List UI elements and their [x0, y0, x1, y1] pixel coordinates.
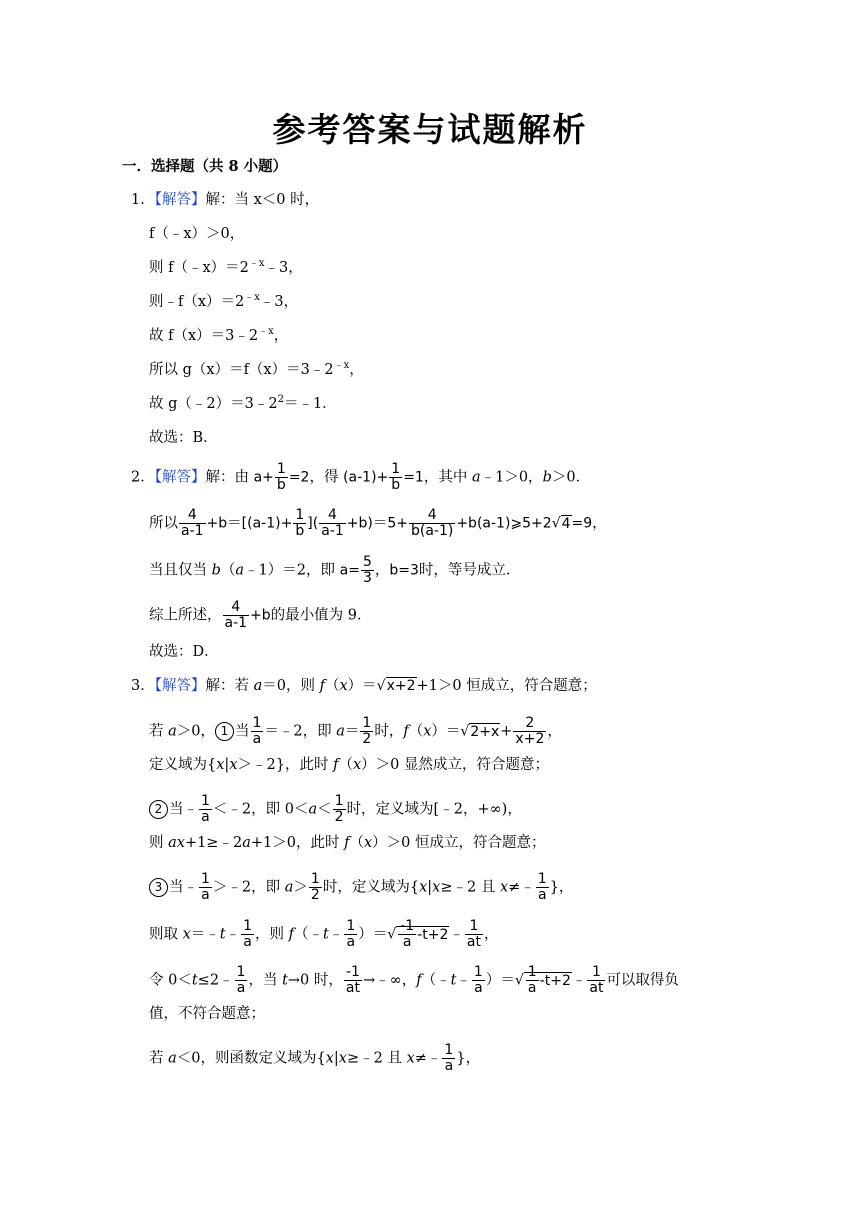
- q1-line-7: 故 $g(﹣2)=3﹣2^2=﹣1$．: [149, 394, 337, 412]
- q1-line-1: 1．【解答】解：当 x＜0 时，: [131, 192, 320, 208]
- q2-line-5: 故选：D．: [149, 644, 219, 660]
- q3-line-2: 若 a＞0， 1 当 $\frac{1}{a}$ ＝﹣2，即 a＝ $\frac{1}{2}$ 时，f（x）＝√2+x+ $\frac{2}{x+2}$ ，: [149, 715, 562, 747]
- q3-line-9: 值，不符合题意；: [149, 1006, 265, 1022]
- q1-line-3: 则 $f(﹣x)=2^{﹣x}﹣3$，: [149, 258, 303, 276]
- q3-line-10: 若 a＜0，则函数定义域为{x|x≥﹣2 且 x≠﹣ $\frac{1}{a}$ }，: [149, 1042, 481, 1074]
- q2-line-4: 综上所述， $\frac{4}{a-1}$ +b的最小值为 9．: [149, 599, 372, 631]
- q3-line-3: 定义域为{x|x＞﹣2}，此时 f（x）＞0 显然成立，符合题意；: [149, 757, 549, 773]
- q1-line-2: f（﹣x）＞0，: [149, 226, 245, 242]
- q3-line-5: 则 ax+1≥﹣2a+1＞0，此时 f（x）＞0 恒成立，符合题意；: [149, 835, 546, 851]
- q2-line-2: 所以 $\frac{4}{a-1}$ +b＝[(a-1)+ $\frac{1}{b}$ ]( $\frac{4}{a-1}$ +b)＝5+ $\frac{4}{b(a-1)}$ +b(a-1)⩾5+2√4=9，: [149, 507, 607, 539]
- q2-line-1: 2．【解答】解：由 a+ $\frac{1}{b}$ =2，得 (a-1)+ $\frac{1}{b}$ =1，其中 a﹣1＞0，b＞0．: [131, 461, 591, 493]
- q3-line-8: 令 0＜t≤2﹣ $\frac{1}{a}$ ，当 t→0 时， $\frac{-1}{at}$ →﹣∞，f（﹣t﹣ $\frac{1}{a}$ ）＝√ $\frac{1}{a}$ -t+2﹣ $\frac{1}{at}$ 可以取得负: [149, 964, 679, 996]
- q3-line-1: 3．【解答】解：若 a＝0，则 f（x）＝√x+2+1＞0 恒成立，符合题意；: [131, 678, 597, 694]
- q3-line-4: 2 当﹣ $\frac{1}{a}$ ＜﹣2，即 0＜a＜ $\frac{1}{2}$ 时，定义域为[﹣2，+∞)，: [149, 794, 522, 825]
- q1-line-4: 则$﹣f(x)=2^{﹣x}﹣3$，: [149, 292, 299, 310]
- q1-line-8: 故选：B．: [149, 430, 218, 446]
- answer-tag: 【解答】: [154, 192, 206, 208]
- section-heading: 一．选择题（共 8 小题）: [122, 158, 288, 175]
- page-title: 参考答案与试题解析: [272, 110, 588, 149]
- q1-line-5: 故 $f(x)=3﹣2^{﹣x}$，: [149, 326, 289, 344]
- q3-line-6: 3 当﹣ $\frac{1}{a}$ ＞﹣2，即 a＞ $\frac{1}{2}$ 时，定义域为{x|x≥﹣2 且 x≠﹣ $\frac{1}{a}$ }，: [149, 872, 573, 903]
- q1-line-6: 所以 $g(x)=f(x)=3﹣2^{﹣x}$，: [149, 360, 364, 378]
- q2-line-3: 当且仅当 b（a﹣1）＝2，即 a= $\frac{5}{3}$ ，b=3时，等号成立．: [149, 554, 521, 586]
- q3-line-7: 则取 x＝﹣t﹣ $\frac{1}{a}$ ，则 f（﹣t﹣ $\frac{1}{a}$ ）＝√ $\frac{-1}{a}$ -t+2﹣ $\frac{1}{at}$ ，: [149, 918, 499, 950]
